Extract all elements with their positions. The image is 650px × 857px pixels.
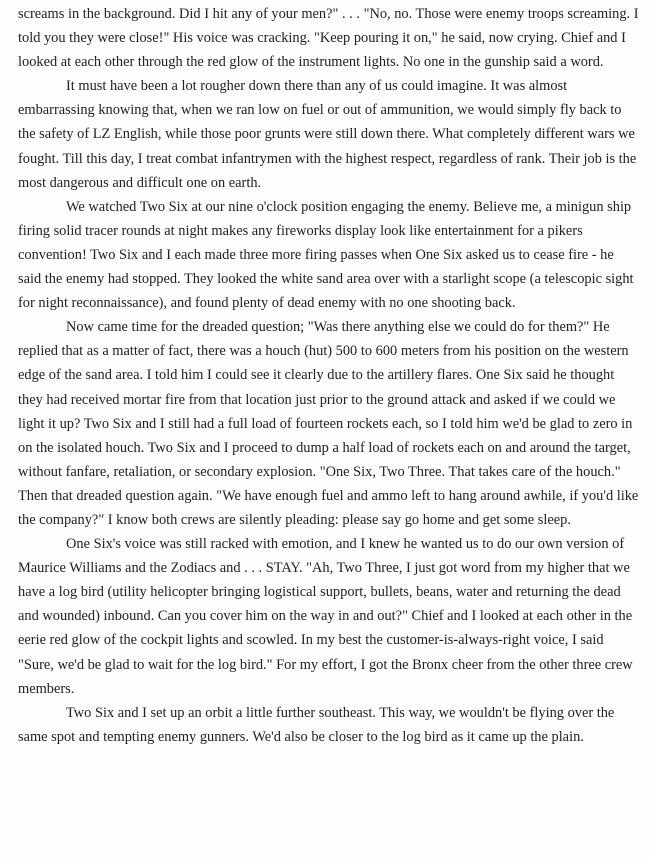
paragraph-1: screams in the background. Did I hit any of your men?" . . . "No, no. Those were enemy troops screaming. I told you they were close!" His voice was cracking. "Keep pouring it on," he said, now crying. Chief and I looked at each other through the red glow of the instrument lights. No one in the gunship said a word. [18,6,639,71]
paragraph-6: Two Six and I set up an orbit a little further southeast. This way, we wouldn't be flying over the same spot and tempting enemy gunners. We'd also be closer to the log bird as it came up the plain. [18,704,615,745]
paragraph-3: We watched Two Six at our nine o'clock position engaging the enemy. Believe me, a minigun ship firing solid tracer rounds at night makes any fireworks display look like entertainment for a pikers convention! Two Six and I each made three more firing passes when One Six asked us to cease fire - he said the enemy had stopped. They looked the white sand area over with a starlight scope (a telescopic sight for night reconnaissance), and found plenty of dead enemy with no one shooting back. [18,198,634,312]
paragraph-2: It must have been a lot rougher down there than any of us could imagine. It was almost embarrassing knowing that, when we ran low on fuel or out of ammunition, we would simply fly back to the safety of LZ English, while those poor grunts were still down there. What completely different wars we fought. Till this day, I treat combat infantrymen with the highest respect, regardless of rank. Their job is the most dangerous and difficult one on earth. [18,78,637,191]
body-text [18,2,640,749]
paragraph-5: One Six's voice was still racked with emotion, and I knew he wanted us to do our own version of Maurice Williams and the Zodiacs and . . . STAY. "Ah, Two Three, I just got word from my higher that we have a log bird (utility helicopter bringing logistical support, bullets, beans, water and returning the dead and wounded) inbound. Can you cover him on the way in and out?" Chief and I looked at each other in the eerie red glow of the cockpit lights and scowled. In my best the customer-is-always-right voice, I said "Sure, we'd be glad to wait for the log bird." For my effort, I got the Bronx cheer from the other three crew members. [18,536,633,697]
paragraph-4: Now came time for the dreaded question; "Was there anything else we could do for them?" He replied that as a matter of fact, there was a houch (hut) 500 to 600 meters from his position on the western edge of the sand area. I told him I could see it clearly due to the artillery flares. One Six said he thought they had received mortar fire from that location just prior to the ground attack and asked if we could we light it up? Two Six and I still had a full load of fourteen rockets each, so I told him we'd be glad to zero in on the isolated houch. Two Six and I proceed to dump a half load of rockets each on and around the target, without fanfare, retaliation, or secondary explosion. "One Six, Two Three. That takes care of the houch." Then that dreaded question again. "We have enough fuel and ammo left to hang around awhile, if you'd like the company?" I know both crews are silently pleading: please say go home and get some sleep. [18,319,639,528]
